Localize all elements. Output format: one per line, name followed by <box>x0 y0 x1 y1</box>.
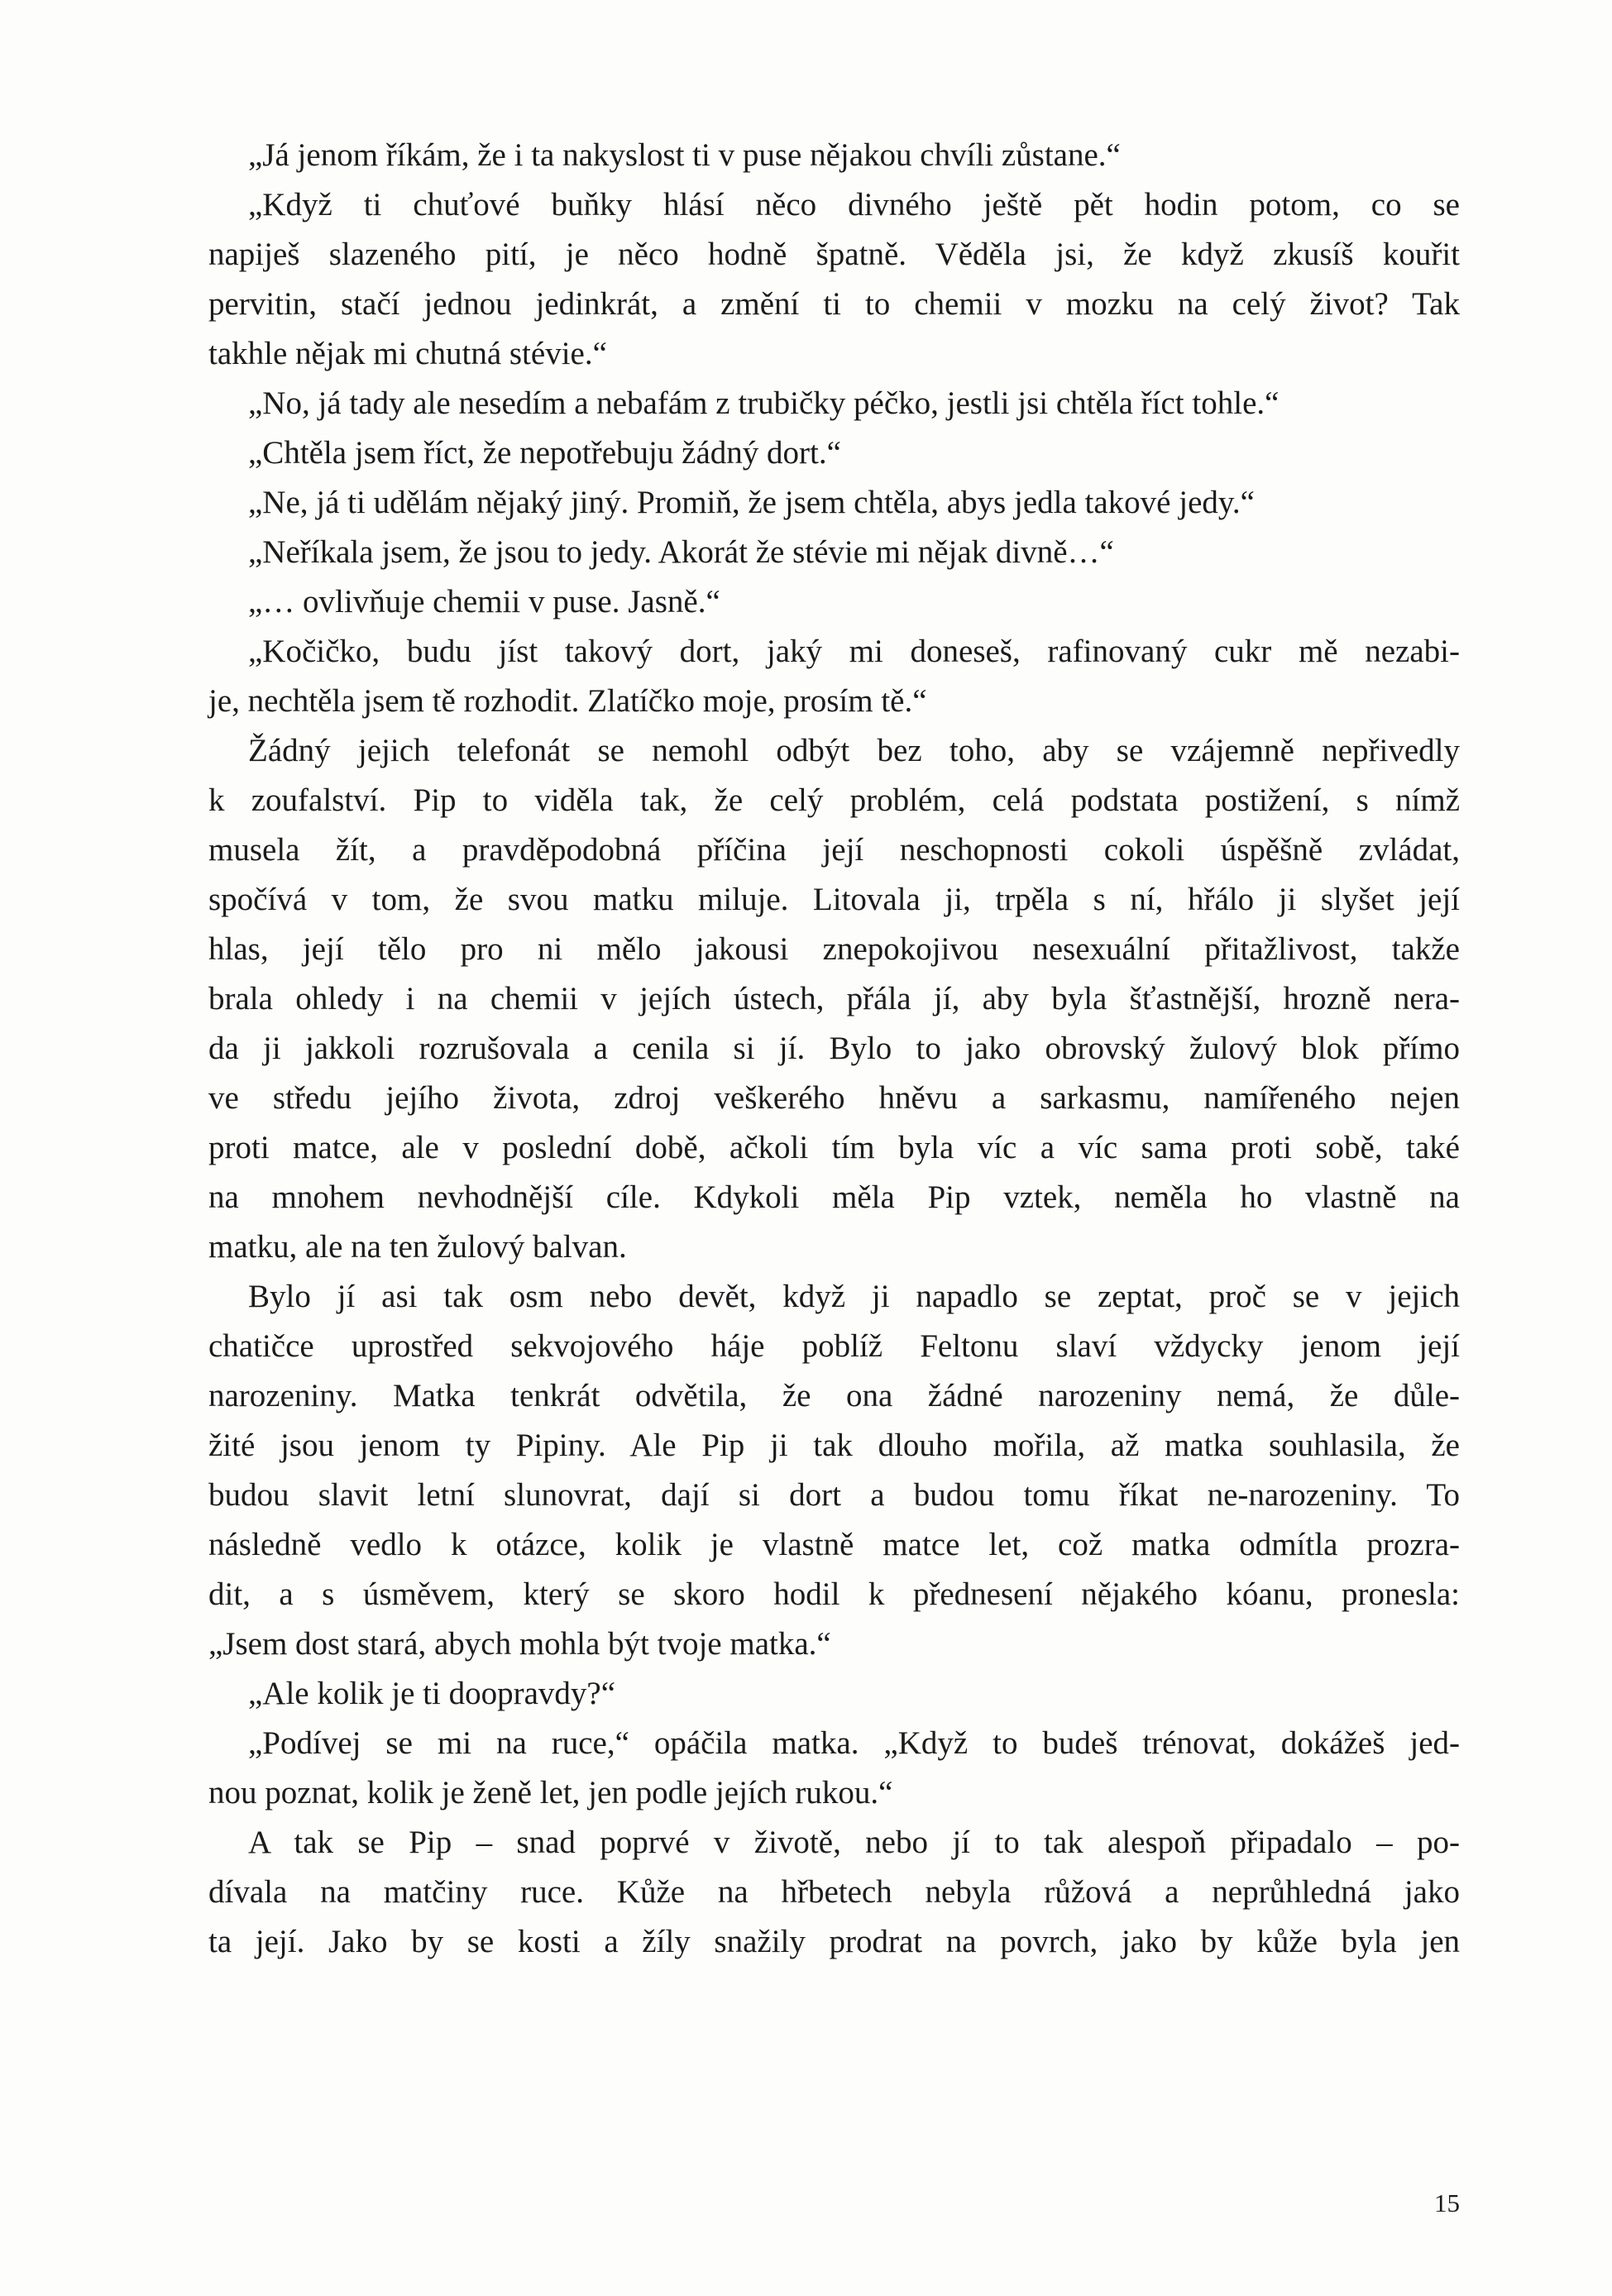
text-line: „No, já tady ale nesedím a nebafám z trubičky péčko, jestli jsi chtěla říct tohle.“ <box>248 385 1280 421</box>
text-line: „Podívej se mi na ruce,“ opáčila matka. „Když to budeš trénovat, dokážeš jed- <box>248 1725 1460 1761</box>
text-line: budou slavit letní slunovrat, dají si dort a budou tomu říkat ne-narozeniny. To <box>208 1477 1460 1513</box>
text-line: hlas, její tělo pro ni mělo jakousi znepokojivou nesexuální přitažlivost, takže <box>208 931 1460 967</box>
text-line: „… ovlivňuje chemii v puse. Jasně.“ <box>248 584 720 619</box>
paragraph <box>208 627 1460 726</box>
text-line: dit, a s úsměvem, který se skoro hodil k přednesení nějakého kóanu, pronesla: <box>208 1576 1460 1612</box>
paragraph <box>208 726 1460 1272</box>
text-line: je, nechtěla jsem tě rozhodit. Zlatíčko moje, prosím tě.“ <box>208 683 927 719</box>
paragraph <box>208 1818 1460 1967</box>
text-line: takhle nějak mi chutná stévie.“ <box>208 336 607 371</box>
paragraph <box>208 577 1460 627</box>
paragraph <box>208 528 1460 577</box>
paragraph <box>208 379 1460 428</box>
text-line: ta její. Jako by se kosti a žíly snažily prodrat na povrch, jako by kůže byla jen <box>208 1924 1460 1959</box>
text-line: spočívá v tom, že svou matku miluje. Litovala ji, trpěla s ní, hřálo ji slyšet její <box>208 882 1460 917</box>
paragraph <box>208 1719 1460 1818</box>
text-line: musela žít, a pravděpodobná příčina její neschopnosti cokoli úspěšně zvládat, <box>208 832 1460 868</box>
text-line: „Ale kolik je ti doopravdy?“ <box>248 1676 616 1711</box>
text-line: Žádný jejich telefonát se nemohl odbýt bez toho, aby se vzájemně nepřivedly <box>248 733 1460 768</box>
paragraph <box>208 1272 1460 1669</box>
paragraph <box>208 131 1460 180</box>
text-line: da ji jakkoli rozrušovala a cenila si jí. Bylo to jako obrovský žulový blok přímo <box>208 1031 1460 1066</box>
text-line: žité jsou jenom ty Pipiny. Ale Pip ji tak dlouho mořila, až matka souhlasila, že <box>208 1428 1460 1463</box>
text-line: „Jsem dost stará, abych mohla být tvoje matka.“ <box>208 1626 831 1662</box>
text-line: A tak se Pip – snad poprvé v životě, nebo jí to tak alespoň připadalo – po- <box>248 1825 1460 1860</box>
text-line: proti matce, ale v poslední době, ačkoli tím byla víc a víc sama proti sobě, také <box>208 1130 1460 1165</box>
paragraph <box>208 428 1460 478</box>
paragraph <box>208 1669 1460 1719</box>
page-number: 15 <box>1434 2188 1460 2217</box>
text-line: napiješ slazeného pití, je něco hodně špatně. Věděla jsi, že když zkusíš kouřit <box>208 237 1460 272</box>
text-line: k zoufalství. Pip to viděla tak, že celý problém, celá podstata postižení, s nímž <box>208 782 1460 818</box>
text-line: narozeniny. Matka tenkrát odvětila, že ona žádné narozeniny nemá, že důle- <box>208 1378 1460 1413</box>
text-line: následně vedlo k otázce, kolik je vlastně matce let, což matka odmítla prozra- <box>208 1527 1460 1562</box>
text-line: dívala na matčiny ruce. Kůže na hřbetech nebyla růžová a neprůhledná jako <box>208 1874 1460 1910</box>
text-line: „Když ti chuťové buňky hlásí něco divného ještě pět hodin potom, co se <box>248 187 1460 222</box>
text-line: na mnohem nevhodnější cíle. Kdykoli měla Pip vztek, neměla ho vlastně na <box>208 1179 1460 1215</box>
text-line: pervitin, stačí jednou jedinkrát, a změní ti to chemii v mozku na celý život? Tak <box>208 286 1460 322</box>
text-line: nou poznat, kolik je ženě let, jen podle jejích rukou.“ <box>208 1775 893 1810</box>
text-line: Bylo jí asi tak osm nebo devět, když ji napadlo se zeptat, proč se v jejich <box>248 1279 1460 1314</box>
text-line: „Já jenom říkám, že i ta nakyslost ti v puse nějakou chvíli zůstane.“ <box>248 137 1121 173</box>
paragraph <box>208 180 1460 379</box>
page-text-block <box>208 131 1460 1967</box>
text-line: brala ohledy i na chemii v jejích ústech, přála jí, aby byla šťastnější, hrozně nera- <box>208 981 1460 1016</box>
text-line: „Neříkala jsem, že jsou to jedy. Akorát že stévie mi nějak divně…“ <box>248 534 1114 570</box>
paragraph <box>208 478 1460 528</box>
text-line: „Kočičko, budu jíst takový dort, jaký mi doneseš, rafinovaný cukr mě nezabi- <box>248 634 1460 669</box>
text-line: „Ne, já ti udělám nějaký jiný. Promiň, že jsem chtěla, abys jedla takové jedy.“ <box>248 485 1255 520</box>
text-line: matku, ale na ten žulový balvan. <box>208 1229 627 1265</box>
text-line: „Chtěla jsem říct, že nepotřebuju žádný dort.“ <box>248 435 841 471</box>
text-line: chatičce uprostřed sekvojového háje poblíž Feltonu slaví vždycky jenom její <box>208 1328 1460 1364</box>
text-line: ve středu jejího života, zdroj veškerého hněvu a sarkasmu, namířeného nejen <box>208 1080 1460 1116</box>
